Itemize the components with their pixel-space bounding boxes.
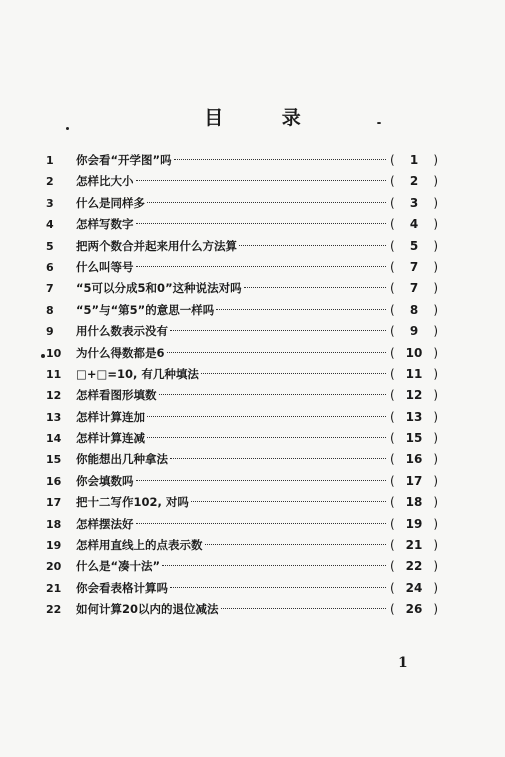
toc-entry-title: 怎样写数字 (76, 217, 134, 232)
dot-leader (221, 608, 386, 609)
toc-entry-number: 12 (46, 389, 62, 403)
toc-entry-number: 19 (46, 539, 62, 553)
paren-open: ( (390, 195, 395, 210)
toc-entry (46, 428, 438, 449)
paren-open: ( (390, 259, 395, 274)
toc-entry (46, 343, 438, 364)
toc-entry (46, 193, 438, 214)
toc-entry-page (390, 321, 438, 342)
paren-open: ( (390, 281, 395, 296)
paren-close: ) (433, 452, 438, 467)
dot-leader (205, 544, 387, 545)
toc-entry-title: 什么是“凑十法” (76, 559, 161, 574)
paren-close: ) (433, 473, 438, 488)
dot-leader (136, 180, 387, 181)
toc-entry-page-number: 5 (409, 238, 419, 253)
paren-open: ( (390, 366, 395, 381)
dot-leader (239, 245, 386, 246)
toc-entry-page (390, 407, 438, 428)
dot-leader (244, 287, 386, 288)
paren-open: ( (390, 580, 395, 595)
paren-close: ) (433, 174, 438, 189)
page-number: 1 (398, 655, 408, 671)
paren-close: ) (433, 153, 438, 167)
paren-open: ( (390, 452, 395, 467)
dot-leader (147, 437, 386, 438)
toc-entry-title: 你会填数吗 (76, 473, 134, 488)
paren-close: ) (433, 217, 438, 232)
toc-entry (46, 599, 438, 620)
paren-open: ( (390, 302, 395, 317)
dot-leader (136, 523, 387, 524)
toc-entry-number: 15 (46, 453, 62, 467)
paren-open: ( (390, 174, 395, 189)
toc-entry (46, 578, 438, 599)
toc-entry-page (390, 578, 438, 599)
paren-close: ) (433, 302, 438, 317)
dot-leader (216, 309, 386, 310)
toc-entry-title: 怎样用直线上的点表示数 (76, 538, 203, 553)
paren-close: ) (433, 324, 438, 339)
dot-leader (174, 159, 386, 160)
toc-entry (46, 492, 438, 513)
toc-entry-number: 6 (46, 260, 54, 274)
toc-entry-number: 18 (46, 517, 62, 531)
toc-entry-number: 16 (46, 474, 62, 488)
dot-leader (170, 458, 386, 459)
toc-entry-page (390, 556, 438, 577)
toc-entry-page (390, 343, 438, 364)
paren-open: ( (390, 495, 395, 510)
toc-entry-number: 4 (46, 218, 54, 232)
toc-entry-page-number: 3 (409, 195, 419, 210)
toc-entry-title: 如何计算20以内的退位减法 (76, 602, 219, 617)
dot-leader (136, 223, 387, 224)
toc-entry-page (390, 150, 438, 171)
paren-open: ( (390, 516, 395, 531)
dot-leader (136, 480, 387, 481)
table-of-contents (46, 150, 438, 621)
toc-entry-page (390, 514, 438, 535)
toc-entry-title: 把十二写作102, 对吗 (76, 495, 189, 510)
toc-entry-number: 1 (46, 154, 54, 167)
paren-open: ( (390, 238, 395, 253)
paren-open: ( (390, 473, 395, 488)
scan-speck (66, 127, 69, 130)
toc-entry (46, 150, 438, 171)
scan-speck (41, 354, 45, 358)
toc-entry-title: 怎样看图形填数 (76, 388, 157, 403)
toc-entry-page (390, 214, 438, 235)
toc-entry-number: 21 (46, 581, 62, 595)
paren-close: ) (433, 238, 438, 253)
toc-entry-page (390, 599, 438, 620)
toc-entry (46, 214, 438, 235)
dot-leader (201, 373, 386, 374)
toc-entry-page-number: 16 (405, 452, 423, 467)
dot-leader (147, 416, 386, 417)
toc-entry-number: 3 (46, 196, 54, 210)
dot-leader (162, 565, 386, 566)
toc-entry-page-number: 17 (405, 473, 423, 488)
page-title: 目 录 (204, 107, 327, 129)
dot-leader (136, 266, 387, 267)
toc-entry (46, 407, 438, 428)
toc-entry (46, 556, 438, 577)
toc-entry-page-number: 24 (405, 580, 423, 595)
toc-entry-page (390, 449, 438, 470)
scan-speck (377, 122, 381, 124)
toc-entry-title: 什么叫等号 (76, 259, 134, 274)
paren-close: ) (433, 602, 438, 617)
toc-entry-number: 10 (46, 346, 62, 360)
toc-entry-title: 怎样计算连加 (76, 409, 145, 424)
toc-entry-page-number: 21 (405, 538, 423, 553)
toc-entry (46, 171, 438, 192)
dot-leader (167, 352, 386, 353)
toc-entry-number: 14 (46, 432, 62, 446)
toc-entry-page-number: 7 (409, 281, 419, 296)
dot-leader (159, 394, 387, 395)
toc-entry-page (390, 193, 438, 214)
toc-entry-title: 把两个数合并起来用什么方法算 (76, 238, 237, 253)
paren-close: ) (433, 366, 438, 381)
toc-entry-title: 怎样摆法好 (76, 516, 134, 531)
toc-entry-page-number: 12 (405, 388, 423, 403)
toc-entry (46, 236, 438, 257)
toc-entry-number: 5 (46, 239, 54, 253)
toc-entry-number: 22 (46, 603, 62, 617)
toc-entry (46, 364, 438, 385)
paren-open: ( (390, 559, 395, 574)
toc-entry-page-number: 13 (405, 409, 423, 424)
dot-leader (170, 330, 386, 331)
toc-entry-page (390, 385, 438, 406)
toc-entry (46, 278, 438, 299)
toc-entry (46, 449, 438, 470)
toc-entry (46, 300, 438, 321)
paren-close: ) (433, 495, 438, 510)
dot-leader (170, 587, 386, 588)
paren-open: ( (390, 217, 395, 232)
toc-entry-number: 8 (46, 303, 54, 317)
toc-entry-title: “5”与“第5”的意思一样吗 (76, 302, 215, 317)
paren-open: ( (390, 602, 395, 617)
toc-entry (46, 535, 438, 556)
toc-entry-title: 你会看表格计算吗 (76, 580, 168, 595)
toc-entry-page-number: 26 (405, 602, 423, 617)
toc-entry (46, 385, 438, 406)
toc-entry (46, 257, 438, 278)
toc-entry-page (390, 257, 438, 278)
toc-entry-page-number: 10 (405, 345, 423, 360)
paren-open: ( (390, 431, 395, 446)
dot-leader (147, 202, 386, 203)
toc-entry-page-number: 9 (409, 324, 419, 339)
toc-entry-number: 17 (46, 496, 62, 510)
toc-entry (46, 471, 438, 492)
toc-entry-title: 怎样比大小 (76, 174, 134, 189)
toc-entry-page (390, 278, 438, 299)
toc-entry-number: 2 (46, 175, 54, 189)
toc-entry-title: 你会看“开学图”吗 (76, 153, 172, 167)
toc-entry-page-number: 15 (405, 431, 423, 446)
toc-entry-page-number: 1 (409, 153, 419, 167)
toc-entry-number: 13 (46, 410, 62, 424)
toc-entry-number: 9 (46, 325, 54, 339)
toc-entry-page-number: 7 (409, 259, 419, 274)
toc-entry-number: 11 (46, 367, 62, 381)
toc-entry-page-number: 18 (405, 495, 423, 510)
toc-entry (46, 514, 438, 535)
paren-close: ) (433, 559, 438, 574)
paren-close: ) (433, 431, 438, 446)
toc-entry-title: “5可以分成5和0”这种说法对吗 (76, 281, 242, 296)
paren-close: ) (433, 580, 438, 595)
toc-entry-page (390, 471, 438, 492)
toc-entry-page (390, 535, 438, 556)
toc-entry-page (390, 428, 438, 449)
paren-close: ) (433, 281, 438, 296)
toc-entry-page-number: 11 (405, 366, 423, 381)
paren-close: ) (433, 409, 438, 424)
paren-close: ) (433, 388, 438, 403)
toc-entry-page (390, 364, 438, 385)
paren-close: ) (433, 516, 438, 531)
paren-close: ) (433, 345, 438, 360)
paren-open: ( (390, 538, 395, 553)
toc-entry-title: 为什么得数都是6 (76, 345, 165, 360)
paren-open: ( (390, 388, 395, 403)
toc-entry-title: 怎样计算连减 (76, 431, 145, 446)
paren-open: ( (390, 324, 395, 339)
dot-leader (191, 501, 386, 502)
toc-entry-page (390, 492, 438, 513)
paren-close: ) (433, 538, 438, 553)
toc-entry-page (390, 171, 438, 192)
toc-entry (46, 321, 438, 342)
toc-entry-page-number: 2 (409, 174, 419, 189)
paren-open: ( (390, 345, 395, 360)
toc-entry-page-number: 22 (405, 559, 423, 574)
toc-entry-title: 用什么数表示没有 (76, 324, 168, 339)
paren-close: ) (433, 259, 438, 274)
toc-entry-page-number: 19 (405, 516, 423, 531)
toc-entry-title: □+□=10, 有几种填法 (76, 366, 199, 381)
toc-entry-title: 你能想出几种拿法 (76, 452, 168, 467)
toc-entry-page (390, 300, 438, 321)
toc-entry-title: 什么是同样多 (76, 195, 145, 210)
paren-open: ( (390, 409, 395, 424)
toc-entry-number: 20 (46, 560, 62, 574)
paren-open: ( (390, 153, 395, 167)
toc-entry-page-number: 4 (409, 217, 419, 232)
paren-close: ) (433, 195, 438, 210)
toc-entry-number: 7 (46, 282, 54, 296)
toc-entry-page-number: 8 (409, 302, 419, 317)
toc-entry-page (390, 236, 438, 257)
